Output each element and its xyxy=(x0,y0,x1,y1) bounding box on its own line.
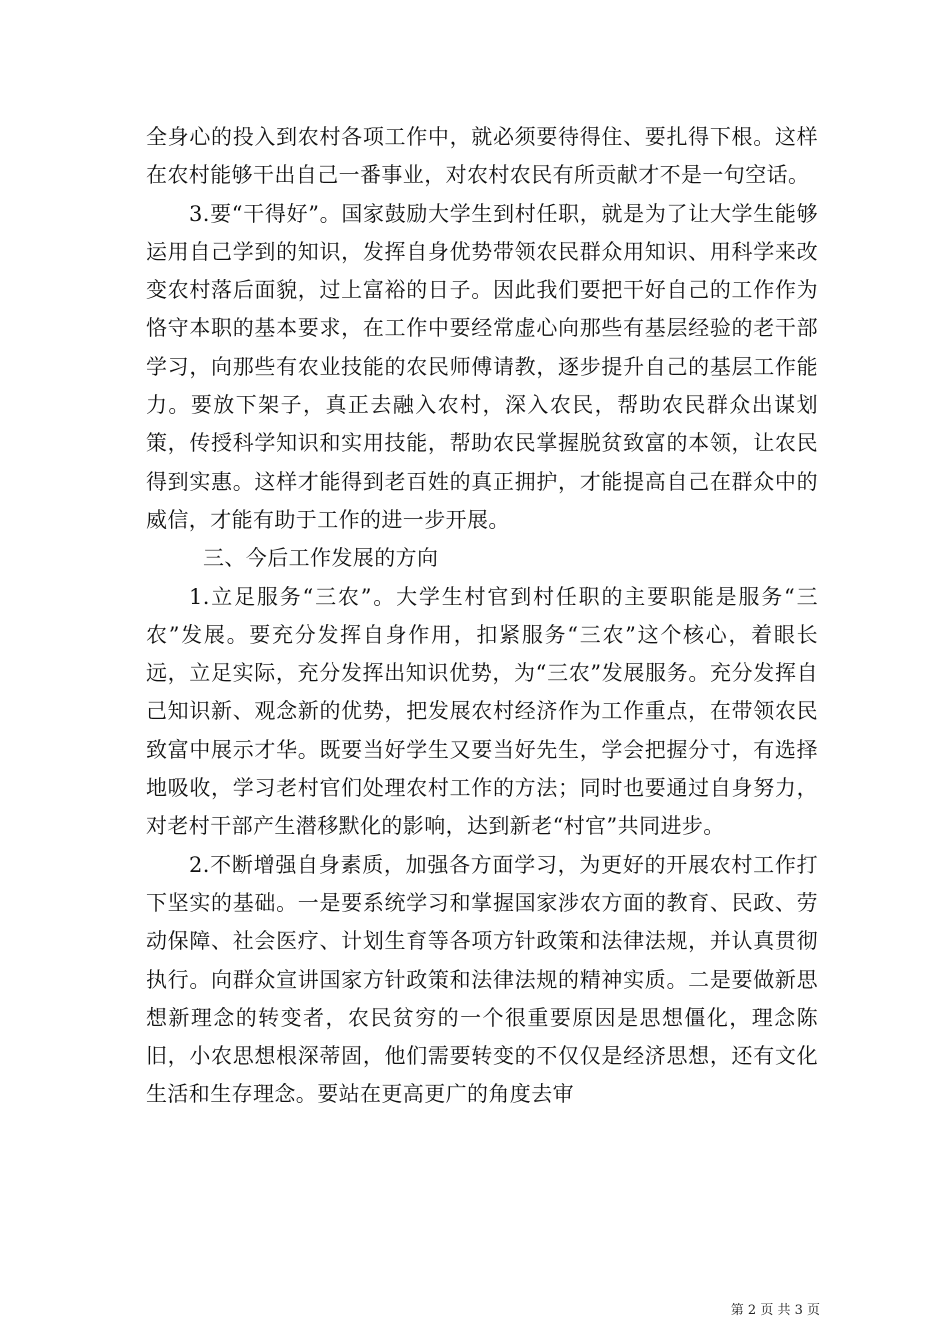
document-body xyxy=(146,118,818,1114)
paragraph-point-3: 3.要“干得好”。国家鼓励大学生到村任职，就是为了让大学生能够运用自己学到的知识，发挥自身优势带领农民群众用知识、用科学来改变农村落后面貌，过上富裕的日子。因此我们要把干好自己的工作作为恪守本职的基本要求，在工作中要经常虚心向那些有基层经验的老干部学习，向那些有农业技能的农民师傅请教，逐步提升自己的基层工作能力。要放下架子，真正去融入农村，深入农民，帮助农民群众出谋划策，传授科学知识和实用技能，帮助农民掌握脱贫致富的本领，让农民得到实惠。这样才能得到老百姓的真正拥护，才能提高自己在群众中的威信，才能有助于工作的进一步开展。 xyxy=(146,201,818,532)
paragraph-continuation: 全身心的投入到农村各项工作中，就必须要待得住、要扎得下根。这样在农村能够干出自己一番事业，对农村农民有所贡献才不是一句空话。 xyxy=(146,125,818,188)
section-heading-3: 三、今后工作发展的方向 xyxy=(203,546,439,571)
paragraph-point-1: 1.立足服务“三农”。大学生村官到村任职的主要职能是服务“三农”发展。要充分发挥自身作用，扣紧服务“三农”这个核心，着眼长远，立足实际，充分发挥出知识优势，为“三农”发展服务。充分发挥自己知识新、观念新的优势，把发展农村经济作为工作重点，在带领农民致富中展示才华。既要当好学生又要当好先生，学会把握分寸，有选择地吸收，学习老村官们处理农村工作的方法；同时也要通过自身努力，对老村干部产生潜移默化的影响，达到新老“村官”共同进步。 xyxy=(146,584,818,839)
paragraph-point-2: 2.不断增强自身素质，加强各方面学习，为更好的开展农村工作打下坚实的基础。一是要系统学习和掌握国家涉农方面的教育、民政、劳动保障、社会医疗、计划生育等各项方针政策和法律法规，并认真贯彻执行。向群众宣讲国家方针政策和法律法规的精神实质。二是要做新思想新理念的转变者，农民贫穷的一个很重要原因是思想僵化，理念陈旧，小农思想根深蒂固，他们需要转变的不仅仅是经济思想，还有文化生活和生存理念。要站在更高更广的角度去审 xyxy=(146,852,818,1107)
page-number-footer: 第 2 页 共 3 页 xyxy=(730,1303,820,1318)
